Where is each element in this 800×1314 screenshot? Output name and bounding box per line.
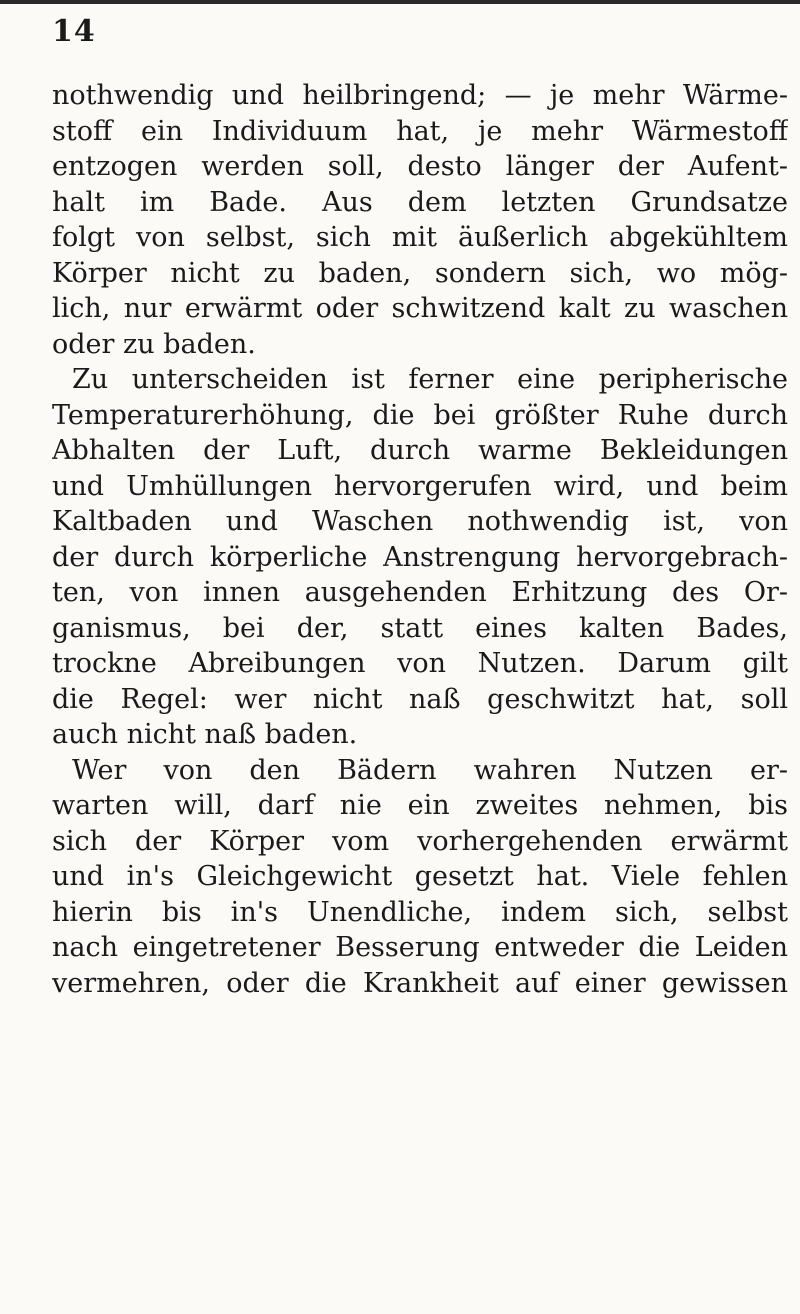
text-line: Zu unterscheiden ist ferner eine peripherische xyxy=(72,364,788,395)
text-line: sich der Körper vom vorhergehenden erwärmt xyxy=(52,825,788,857)
body-text xyxy=(52,78,788,1001)
text-line: und in's Gleichgewicht gesetzt hat. Viele fehlen xyxy=(52,861,788,892)
text-line: halt im Bade. Aus dem letzten Grundsatze xyxy=(52,186,788,218)
text-line: folgt von selbst, sich mit äußerlich abgekühltem xyxy=(52,222,788,253)
text-line: nothwendig und heilbringend; — je mehr Wärme- xyxy=(52,80,788,111)
text-line: Wer von den Bädern wahren Nutzen er- xyxy=(72,754,788,786)
page-number: 14 xyxy=(52,14,96,49)
text-line: hierin bis in's Unendliche, indem sich, selbst xyxy=(52,896,788,928)
text-line: Abhalten der Luft, durch warme Bekleidungen xyxy=(52,435,788,466)
text-line: ganismus, bei der, statt eines kalten Bades, xyxy=(52,612,788,644)
text-line: Körper nicht zu baden, sondern sich, wo mög- xyxy=(52,257,788,289)
text-line: lich, nur erwärmt oder schwitzend kalt zu waschen xyxy=(52,293,788,324)
text-line: stoff ein Individuum hat, je mehr Wärmestoff xyxy=(52,115,788,147)
text-line: nach eingetretener Besserung entweder die Leiden xyxy=(52,932,788,963)
text-line: der durch körperliche Anstrengung hervorgebrach- xyxy=(52,541,788,573)
text-line: Temperaturerhöhung, die bei größter Ruhe durch xyxy=(52,399,788,431)
text-line: und Umhüllungen hervorgerufen wird, und beim xyxy=(52,470,788,502)
text-line: vermehren, oder die Krankheit auf einer gewissen xyxy=(52,967,788,999)
text-line: oder zu baden. xyxy=(52,328,256,360)
text-line: die Regel: wer nicht naß geschwitzt hat, soll xyxy=(52,683,788,715)
text-line: Kaltbaden und Waschen nothwendig ist, von xyxy=(52,506,788,537)
text-line: trockne Abreibungen von Nutzen. Darum gilt xyxy=(52,648,788,679)
text-line: warten will, darf nie ein zweites nehmen, bis xyxy=(52,790,788,821)
text-line: ten, von innen ausgehenden Erhitzung des Or- xyxy=(52,577,788,608)
text-line: auch nicht naß baden. xyxy=(52,719,358,750)
text-line: entzogen werden soll, desto länger der Aufent- xyxy=(52,151,788,182)
top-rule xyxy=(0,0,800,4)
